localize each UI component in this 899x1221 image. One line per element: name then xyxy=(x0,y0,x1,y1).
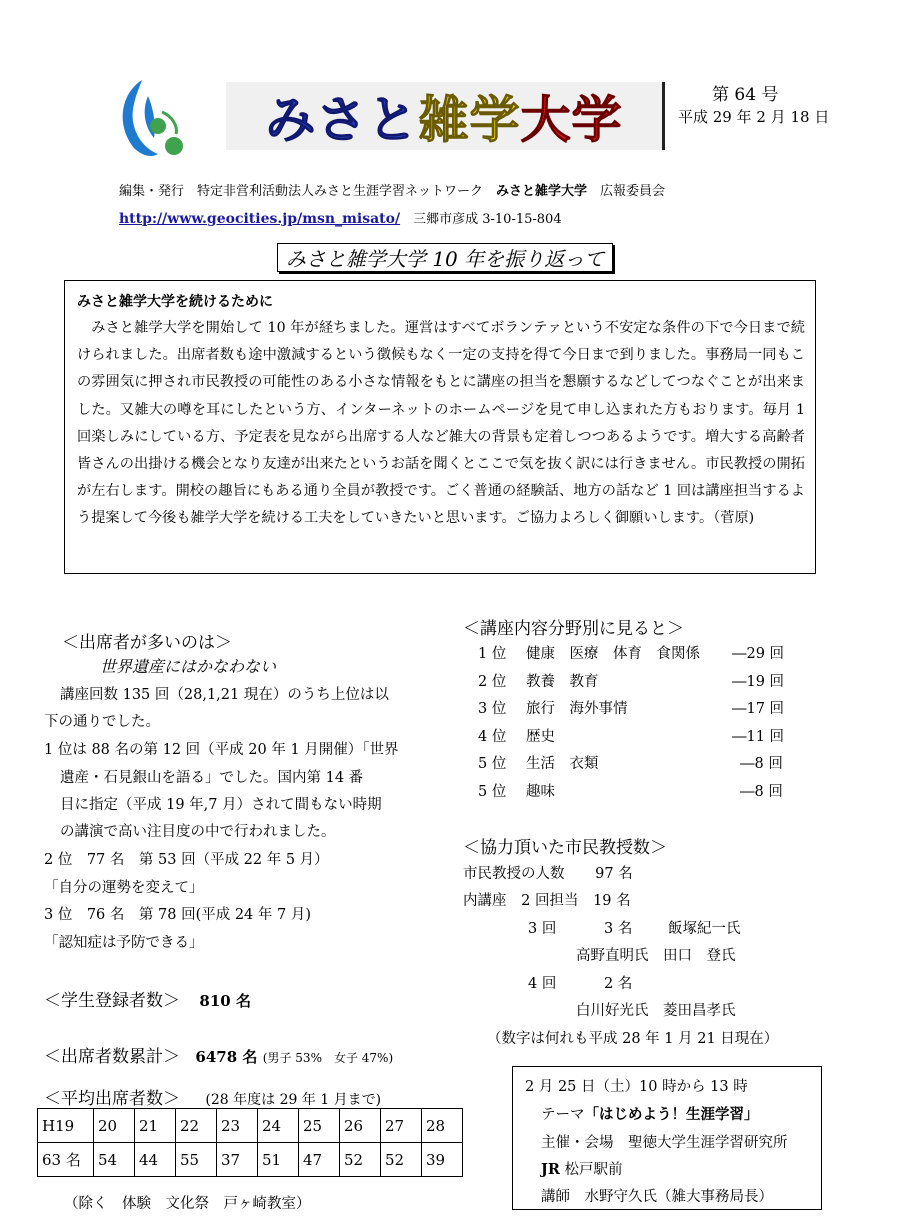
headline: みさと雑学大学 10 年を振り返って xyxy=(277,243,613,272)
professors-three-value: 3 名 xyxy=(604,921,633,937)
attendance-line: 遺産・石見銀山を語る」でした。国内第 14 番 xyxy=(60,770,364,786)
event-lecturer-label: 講師 xyxy=(541,1189,570,1205)
event-theme xyxy=(541,1103,759,1124)
event-station xyxy=(541,1158,623,1179)
issue-number: 第 64 号 xyxy=(712,85,779,105)
professors-four-names: 白川好光氏 菱田昌孝氏 xyxy=(576,1003,736,1019)
cumulative-value: 6478 名 xyxy=(195,1048,258,1066)
average-values-row xyxy=(38,1143,463,1177)
professors-two-label: 2 回担当 xyxy=(521,893,579,909)
value-cell: 44 xyxy=(135,1143,176,1177)
category-count: ―8 回 xyxy=(740,756,783,772)
professors-total-value: 97 名 xyxy=(595,866,633,882)
cumulative-note: (男子 53% 女子 47%) xyxy=(262,1051,394,1065)
category-count: ―19 回 xyxy=(732,674,785,690)
students-row xyxy=(44,986,251,1011)
event-lecturer xyxy=(541,1185,773,1206)
category-rank: 2 位 xyxy=(478,674,507,690)
attendance-line: 講座回数 135 回（28,1,21 現在）のうち上位は以 xyxy=(60,687,389,703)
value-cell: 37 xyxy=(217,1143,258,1177)
title-part2: 雑学 xyxy=(418,91,521,149)
category-rank: 4 位 xyxy=(478,729,507,745)
category-name: 教養 教育 xyxy=(526,674,599,690)
year-cell: 20 xyxy=(94,1109,135,1143)
url-line xyxy=(119,208,562,227)
year-cell: H19 xyxy=(38,1109,94,1143)
average-label: ＜平均出席者数＞ xyxy=(44,1089,180,1109)
publisher-post: 広報委員会 xyxy=(587,184,666,199)
attendance-line: 3 位 76 名 第 78 回(平成 24 年 7 月) xyxy=(44,907,311,923)
category-rank: 5 位 xyxy=(478,784,507,800)
professors-four-value: 2 名 xyxy=(604,976,633,992)
event-station-bold: JR xyxy=(541,1161,560,1178)
professors-note: （数字は何れも平成 28 年 1 月 21 日現在） xyxy=(487,1031,779,1047)
publisher-bold: みさと雑学大学 xyxy=(496,184,588,199)
logo-icon xyxy=(112,76,190,162)
professors-total-label: 市民教授の人数 xyxy=(463,866,565,882)
cumulative-row xyxy=(44,1042,393,1067)
average-table xyxy=(37,1108,463,1177)
year-cell: 26 xyxy=(340,1109,381,1143)
category-count: ―11 回 xyxy=(732,729,785,745)
value-cell: 51 xyxy=(258,1143,299,1177)
professors-three-names2: 高野直明氏 田口 登氏 xyxy=(576,948,736,964)
event-date: 2 月 25 日（土）10 時から 13 時 xyxy=(525,1079,748,1095)
category-row xyxy=(478,780,783,801)
average-row xyxy=(44,1084,381,1109)
professors-inner xyxy=(463,889,631,910)
students-value: 810 名 xyxy=(199,992,251,1010)
attendance-subheading: 世界遺産にはかなわない xyxy=(100,657,277,676)
average-years-row xyxy=(38,1109,463,1143)
event-theme-value: 「はじめよう！生涯学習」 xyxy=(584,1107,759,1123)
event-theme-label: テーマ xyxy=(541,1107,585,1123)
event-box xyxy=(512,1066,822,1210)
category-rank: 1 位 xyxy=(478,646,507,662)
category-row xyxy=(478,642,785,663)
essay-box xyxy=(64,280,816,574)
title-part1: みさと xyxy=(265,91,419,149)
essay-heading: みさと雑学大学を続けるために xyxy=(77,294,273,310)
professors-inner-label: 内講座 xyxy=(463,893,507,909)
attendance-line: 「認知症は予防できる」 xyxy=(44,935,204,951)
value-cell: 47 xyxy=(299,1143,340,1177)
professors-four-label: 4 回 xyxy=(528,976,557,992)
category-name: 健康 医療 体育 食関係 xyxy=(526,646,700,662)
categories-heading: ＜講座内容分野別に見ると＞ xyxy=(463,619,684,639)
year-cell: 24 xyxy=(258,1109,299,1143)
category-row xyxy=(478,670,785,691)
average-note: (28 年度は 29 年 1 月まで) xyxy=(205,1092,382,1108)
event-host: 主催・会場 聖徳大学生涯学習研究所 xyxy=(541,1135,788,1151)
professors-heading: ＜協力頂いた市民教授数＞ xyxy=(463,838,667,858)
average-footnote: （除く 体験 文化祭 戸ヶ崎教室） xyxy=(64,1196,311,1212)
value-cell: 39 xyxy=(422,1143,463,1177)
publisher-pre: 編集・発行 特定非営利活動法人みさと生涯学習ネットワーク xyxy=(119,184,497,199)
attendance-heading: ＜出席者が多いのは＞ xyxy=(62,633,232,653)
value-cell: 63 名 xyxy=(38,1143,94,1177)
category-name: 旅行 海外事情 xyxy=(526,701,628,717)
category-count: ―29 回 xyxy=(732,646,785,662)
category-row xyxy=(478,725,785,746)
professors-three-label: 3 回 xyxy=(528,921,557,937)
attendance-line: 「自分の運勢を変えて」 xyxy=(44,880,204,896)
issue-date: 平成 29 年 2 月 18 日 xyxy=(678,108,830,126)
essay-body: みさと雑学大学を開始して 10 年が経ちました。運営はすべてボランテァという不安定な条件の下で今日まで続けられました。出席者数も途中激減するという徴候もなく一定の支持を得て今日まで到りました。事務局一同もこの雰囲気に押され市民教授の可能性のある小さな情報をもとに講座の担当を懇願するなどしてつなぐことが出来ました。又雑大の噂を耳にしたという方、インターネットのホームページを見て申し込まれた方もおります。毎月 1 回楽しみにしている方、予定表を見ながら出席する人など雑大の背景も定着しつつあるようです。増大する高齢者皆さんの出掛ける機会となり友達が出来たというお話を聞くとここで気を抜く訳には行きません。市民教授の開拓が左右します。開校の趣旨にもある通り全員が教授です。ごく普通の経験話、地方の話など 1 回は講座担当するよう提案して今後も雑学大学を続ける工夫をしていきたいと思います。ご協力よろしく御願いします。（菅原) xyxy=(77,320,805,527)
category-name: 歴史 xyxy=(526,729,555,745)
professors-total xyxy=(463,862,633,883)
value-cell: 52 xyxy=(340,1143,381,1177)
year-cell: 28 xyxy=(422,1109,463,1143)
year-cell: 22 xyxy=(176,1109,217,1143)
attendance-line: 2 位 77 名 第 53 回（平成 22 年 5 月） xyxy=(44,852,329,868)
value-cell: 55 xyxy=(176,1143,217,1177)
title-part3: 大学 xyxy=(520,91,623,149)
professors-two-value: 19 名 xyxy=(593,893,631,909)
value-cell: 54 xyxy=(94,1143,135,1177)
category-name: 生活 衣類 xyxy=(526,756,599,772)
attendance-line: 1 位は 88 名の第 12 回（平成 20 年 1 月開催）「世界 xyxy=(44,742,399,758)
attendance-line: 下の通りでした。 xyxy=(44,714,160,730)
category-row xyxy=(478,697,785,718)
website-link[interactable]: http://www.geocities.jp/msn_misato/ xyxy=(119,211,401,227)
title-banner xyxy=(226,82,665,150)
year-cell: 21 xyxy=(135,1109,176,1143)
category-row xyxy=(478,752,783,773)
address: 三郷市彦成 3-10-15-804 xyxy=(413,212,562,227)
publisher-line xyxy=(119,180,665,199)
event-station-name: 松戸駅前 xyxy=(559,1162,623,1178)
cumulative-label: ＜出席者数累計＞ xyxy=(44,1047,180,1067)
professors-three-name1: 飯塚紀一氏 xyxy=(668,921,741,937)
attendance-line: 目に指定（平成 19 年,7 月）されて間もない時期 xyxy=(60,797,382,813)
category-name: 趣味 xyxy=(526,784,555,800)
attendance-line: の講演で高い注目度の中で行われました。 xyxy=(60,824,336,840)
category-rank: 5 位 xyxy=(478,756,507,772)
value-cell: 52 xyxy=(381,1143,422,1177)
year-cell: 27 xyxy=(381,1109,422,1143)
year-cell: 23 xyxy=(217,1109,258,1143)
year-cell: 25 xyxy=(299,1109,340,1143)
event-lecturer-name: 水野守久氏（雑大事務局長） xyxy=(570,1189,773,1205)
category-rank: 3 位 xyxy=(478,701,507,717)
students-label: ＜学生登録者数＞ xyxy=(44,991,180,1011)
category-count: ―8 回 xyxy=(740,784,783,800)
category-count: ―17 回 xyxy=(732,701,785,717)
